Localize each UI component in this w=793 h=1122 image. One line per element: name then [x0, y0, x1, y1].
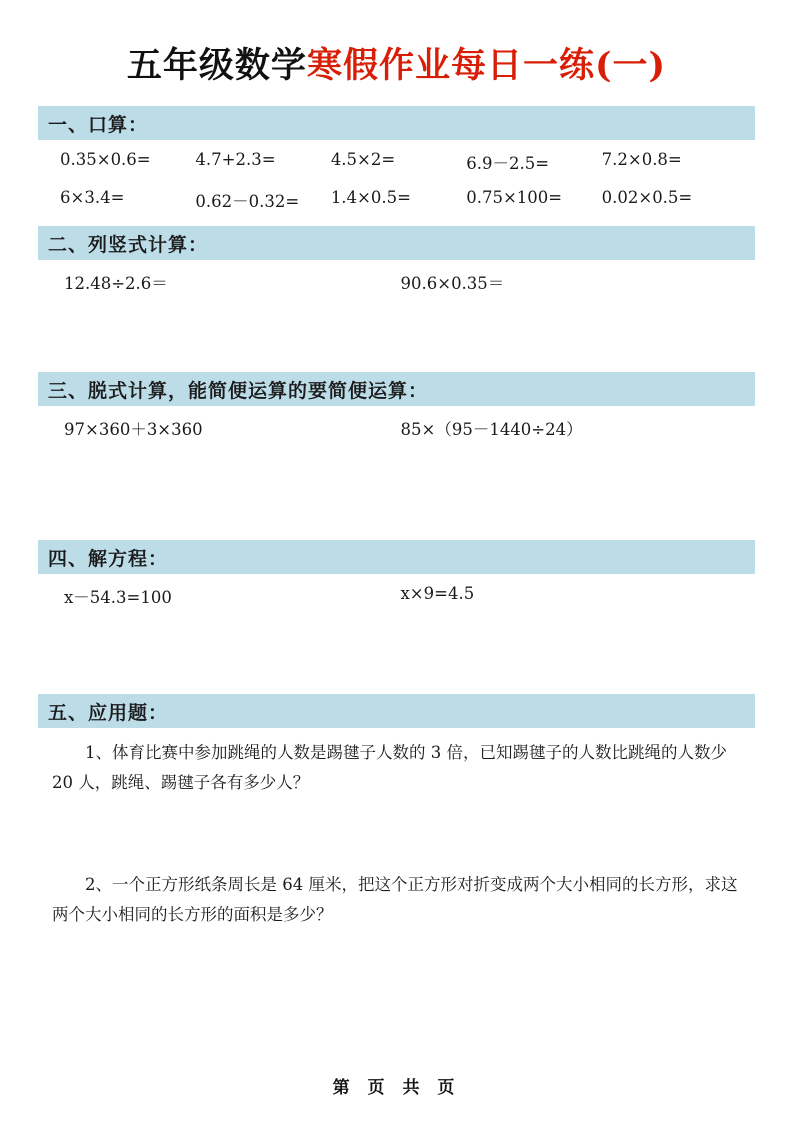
- problem-cell: 4.5×2=: [330, 150, 396, 169]
- page-title-red: 寒假作业每日一练(一): [306, 45, 667, 86]
- section-heading-label: 五、应用题：: [48, 701, 169, 724]
- page-footer: 第 页 共 页: [332, 1078, 461, 1098]
- problem-cell: 0.62－0.32=: [195, 192, 300, 211]
- page-title: [38, 38, 755, 88]
- section-heading-label: 三、脱式计算，能简便运算的要简便运算：: [48, 379, 429, 402]
- problem-cell: 4.7+2.3=: [195, 150, 276, 169]
- problem-cell: 85×（95－1440÷24）: [400, 420, 583, 439]
- expression-calc-row: [38, 416, 755, 440]
- section-heading-label: 四、解方程：: [48, 547, 169, 570]
- section-header-1: [38, 106, 755, 140]
- problem-cell: x－54.3=100: [64, 588, 172, 607]
- problem-cell: 0.75×100=: [466, 188, 563, 207]
- oral-row-1: [38, 150, 755, 174]
- problem-cell: 97×360＋3×360: [64, 420, 203, 439]
- answer-space: [38, 798, 755, 870]
- section-header-5: [38, 694, 755, 728]
- section-header-3: [38, 372, 755, 406]
- word-problem-1: 1、体育比赛中参加跳绳的人数是踢毽子人数的 3 倍，已知踢毽子的人数比跳绳的人数少 20 人，跳绳、踢毽子各有多少人？: [52, 743, 727, 792]
- problem-cell: 0.02×0.5=: [601, 188, 693, 207]
- problem-cell: 6×3.4=: [60, 188, 125, 207]
- answer-space: [38, 440, 755, 540]
- problem-cell: 0.35×0.6=: [60, 150, 151, 169]
- answer-space: [38, 608, 755, 694]
- vertical-calc-row: [38, 270, 755, 294]
- oral-row-2: [38, 188, 755, 212]
- section-heading-label: 一、口算：: [48, 113, 149, 136]
- problem-cell: 6.9－2.5=: [466, 154, 550, 173]
- problem-cell: 7.2×0.8=: [601, 150, 682, 169]
- problem-cell: 90.6×0.35＝: [400, 274, 505, 293]
- section-header-4: [38, 540, 755, 574]
- problem-cell: 1.4×0.5=: [330, 188, 411, 207]
- section-heading-label: 二、列竖式计算：: [48, 233, 209, 256]
- section-header-2: [38, 226, 755, 260]
- page-title-black: 五年级数学: [126, 45, 307, 86]
- answer-space: [38, 294, 755, 372]
- problem-cell: 12.48÷2.6＝: [64, 274, 168, 293]
- problem-cell: x×9=4.5: [400, 584, 475, 603]
- equation-row: [38, 584, 755, 608]
- word-problem-2: 2、一个正方形纸条周长是 64 厘米，把这个正方形对折变成两个大小相同的长方形，求这两个大小相同的长方形的面积是多少？: [52, 875, 738, 924]
